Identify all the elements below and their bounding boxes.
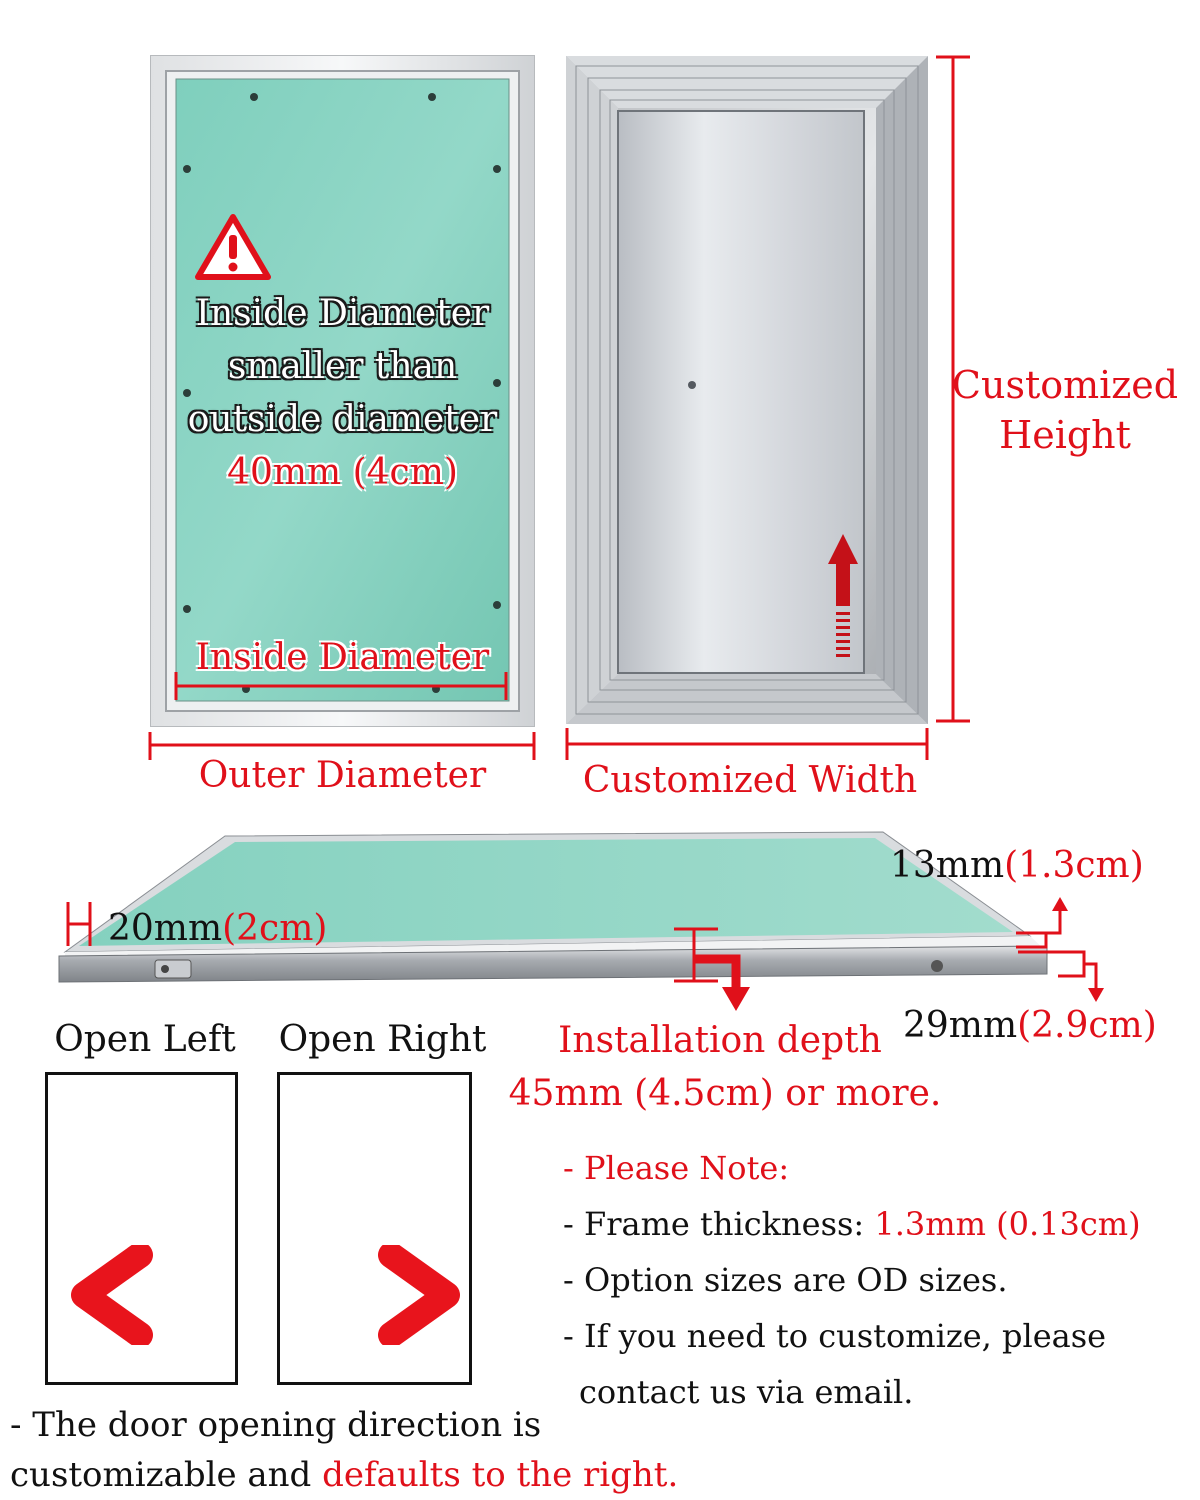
height-label-1: Customized — [951, 363, 1179, 407]
dim-13mm-marker — [1012, 895, 1078, 953]
frame-thickness-value: 1.3mm (0.13cm) — [874, 1205, 1141, 1243]
dim-29mm-value: 29mm — [903, 1005, 1018, 1046]
chevron-left-icon — [66, 1245, 156, 1345]
opening-note-default: defaults to the right. — [322, 1455, 679, 1495]
notes-option-sizes: - Option sizes are OD sizes. — [563, 1261, 1008, 1299]
dim-20mm-marker — [62, 900, 96, 948]
right-door-graphic — [566, 56, 928, 724]
notes-customize-1: - If you need to customize, please — [563, 1317, 1107, 1355]
open-left-title: Open Left — [54, 1019, 236, 1060]
opening-note-customizable: customizable and — [10, 1455, 323, 1495]
dim-13mm-cm: (1.3cm) — [1004, 845, 1144, 886]
open-left-box — [45, 1072, 238, 1385]
notes-heading: - Please Note: — [563, 1149, 790, 1187]
width-label: Customized Width — [582, 760, 918, 801]
install-depth-marker — [672, 925, 752, 1013]
install-depth-line1: Installation depth — [558, 1020, 882, 1061]
dim-29mm-marker — [1010, 948, 1110, 1004]
warning-value: 40mm (4cm) — [227, 452, 458, 493]
dim-13mm-value: 13mm — [890, 845, 1005, 886]
height-label-2: Height — [999, 413, 1131, 457]
warning-triangle-icon — [194, 213, 272, 281]
left-access-panel — [150, 55, 535, 727]
width-dimension-line — [562, 724, 932, 764]
frame-thickness-label: - Frame thickness: — [563, 1205, 875, 1243]
opening-note-line2 — [10, 1455, 679, 1495]
outer-diameter-label: Outer Diameter — [198, 755, 487, 796]
dim-20mm-value: 20mm — [108, 908, 223, 949]
warning-line-1: Inside Diameter — [195, 293, 490, 334]
chevron-right-icon — [375, 1245, 465, 1345]
open-right-title: Open Right — [278, 1019, 487, 1060]
left-panel-graphic — [150, 55, 535, 727]
opening-note-line1: - The door opening direction is — [10, 1405, 542, 1445]
dim-29mm-cm: (2.9cm) — [1017, 1005, 1157, 1046]
warning-line-2: smaller than — [227, 346, 458, 387]
inside-diameter-line — [170, 668, 515, 704]
notes-customize-2: contact us via email. — [579, 1373, 914, 1411]
open-right-box — [277, 1072, 472, 1385]
right-door-panel — [566, 56, 928, 724]
install-depth-line2: 45mm (4.5cm) or more. — [508, 1073, 942, 1114]
dim-20mm-cm: (2cm) — [222, 908, 328, 949]
inside-diameter-label: Inside Diameter — [195, 637, 490, 678]
notes-frame-thickness — [563, 1205, 1141, 1243]
dim-29mm-label — [903, 1005, 1157, 1046]
warning-line-3: outside diameter — [187, 399, 498, 440]
dim-13mm-label — [890, 845, 1144, 886]
up-arrow-icon — [826, 532, 860, 666]
dim-20mm-label — [108, 908, 328, 949]
